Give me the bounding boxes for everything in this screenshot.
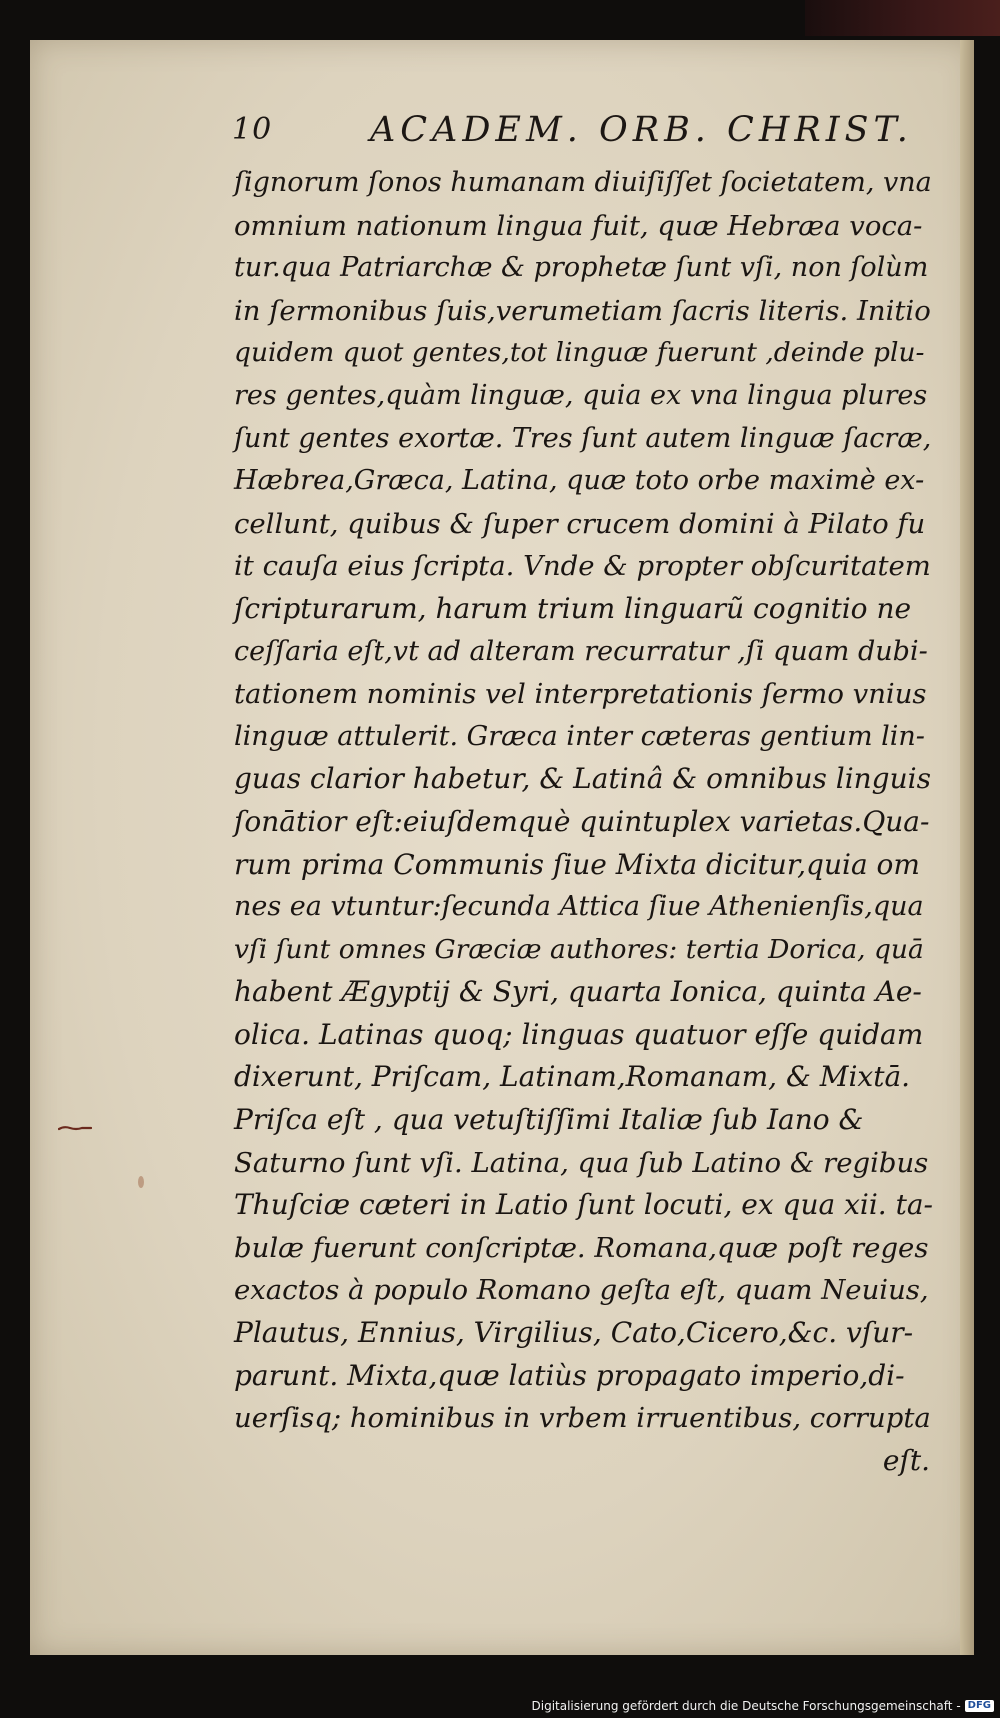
- text-line: tationem nominis vel interpretationis ſermo vnius: [234, 678, 927, 711]
- text-line: guas clarior habetur, & Latinâ & omnibus linguis: [234, 762, 931, 796]
- text-line: Thuſciæ cæteri in Latio ſunt locuti, ex qua xii. ta-: [234, 1188, 934, 1222]
- page-edge: [960, 40, 974, 1655]
- text-line: rum prima Communis ſiue Mixta dicitur,quia om: [234, 847, 920, 881]
- text-line: uerſisq; hominibus in vrbem irruentibus, corrupta: [234, 1402, 931, 1435]
- margin-mark-icon: [58, 1124, 92, 1132]
- text-line: in ſermonibus ſuis,verumetiam ſacris literis. Initio: [234, 294, 931, 327]
- book-spine: [805, 0, 1000, 36]
- text-line: ſunt gentes exortæ. Tres ſunt autem linguæ ſacræ,: [234, 422, 932, 454]
- text-line: dixerunt, Priſcam, Latinam,Romanam, & Mixtā.: [234, 1060, 911, 1094]
- text-line: eſt.: [882, 1443, 930, 1477]
- text-line: it cauſa eius ſcripta. Vnde & propter obſcuritatem: [234, 550, 931, 583]
- text-line: ſonātior eſt:eiuſdemquè quintuplex varietas.Qua-: [234, 804, 930, 838]
- text-line: linguæ attulerit. Græca inter cæteras gentium lin-: [234, 720, 925, 752]
- body-text: [234, 162, 934, 1482]
- text-line: nes ea vtuntur:ſecunda Attica ſiue Athenienſis,qua: [234, 891, 924, 923]
- credit-text: Digitalisierung gefördert durch die Deutsche Forschungsgemeinschaft -: [531, 1699, 961, 1713]
- dfg-logo: DFG: [965, 1700, 994, 1712]
- text-line: bulæ fuerunt conſcriptæ. Romana,quæ poſt reges: [234, 1231, 929, 1264]
- text-line: ceſſaria eſt,vt ad alteram recurratur ,ſi quam dubi-: [234, 635, 928, 667]
- text-line: res gentes,quàm linguæ, quia ex vna lingua plures: [234, 379, 928, 411]
- text-line: parunt. Mixta,quæ latiùs propagato imperio,di-: [234, 1358, 905, 1392]
- running-head-title: ACADEM. ORB. CHRIST.: [370, 110, 913, 150]
- text-line: quidem quot gentes,tot linguæ fuerunt ,deinde plu-: [234, 337, 925, 369]
- text-line: Saturno ſunt vſi. Latina, qua ſub Latino & regibus: [234, 1146, 929, 1179]
- text-line: cellunt, quibus & ſuper crucem domini à Pilato fu: [234, 507, 926, 540]
- text-line: ſcripturarum, harum trium linguarũ cognitio ne: [234, 591, 912, 625]
- text-line: tur.qua Patriarchæ & prophetæ ſunt vſi, non ſolùm: [234, 252, 929, 284]
- running-head: [232, 110, 913, 156]
- text-line: habent Ægyptij & Syri, quarta Ionica, quinta Ae-: [234, 975, 922, 1009]
- text-line: ſignorum ſonos humanam diuiſiſſet ſocietatem, vna: [234, 167, 932, 198]
- page-number: 10: [232, 112, 273, 147]
- digitization-credit: [532, 1697, 995, 1715]
- text-line: Hæbrea,Græca, Latina, quæ toto orbe maximè ex-: [234, 465, 925, 497]
- text-line: Plautus, Ennius, Virgilius, Cato,Cicero,&c. vſur-: [234, 1316, 914, 1350]
- text-line: olica. Latinas quoq; linguas quatuor eſſe quidam: [234, 1017, 924, 1051]
- text-line: exactos à populo Romano geſta eſt, quam Neuius,: [234, 1274, 929, 1307]
- text-line: omnium nationum lingua fuit, quæ Hebræa voca-: [234, 209, 923, 242]
- paper-stain: [138, 1176, 144, 1188]
- text-line: vſi ſunt omnes Græciæ authores: tertia Dorica, quā: [234, 933, 924, 965]
- text-line: Priſca eſt , qua vetuſtiſſimi Italiæ ſub Iano &: [234, 1103, 864, 1137]
